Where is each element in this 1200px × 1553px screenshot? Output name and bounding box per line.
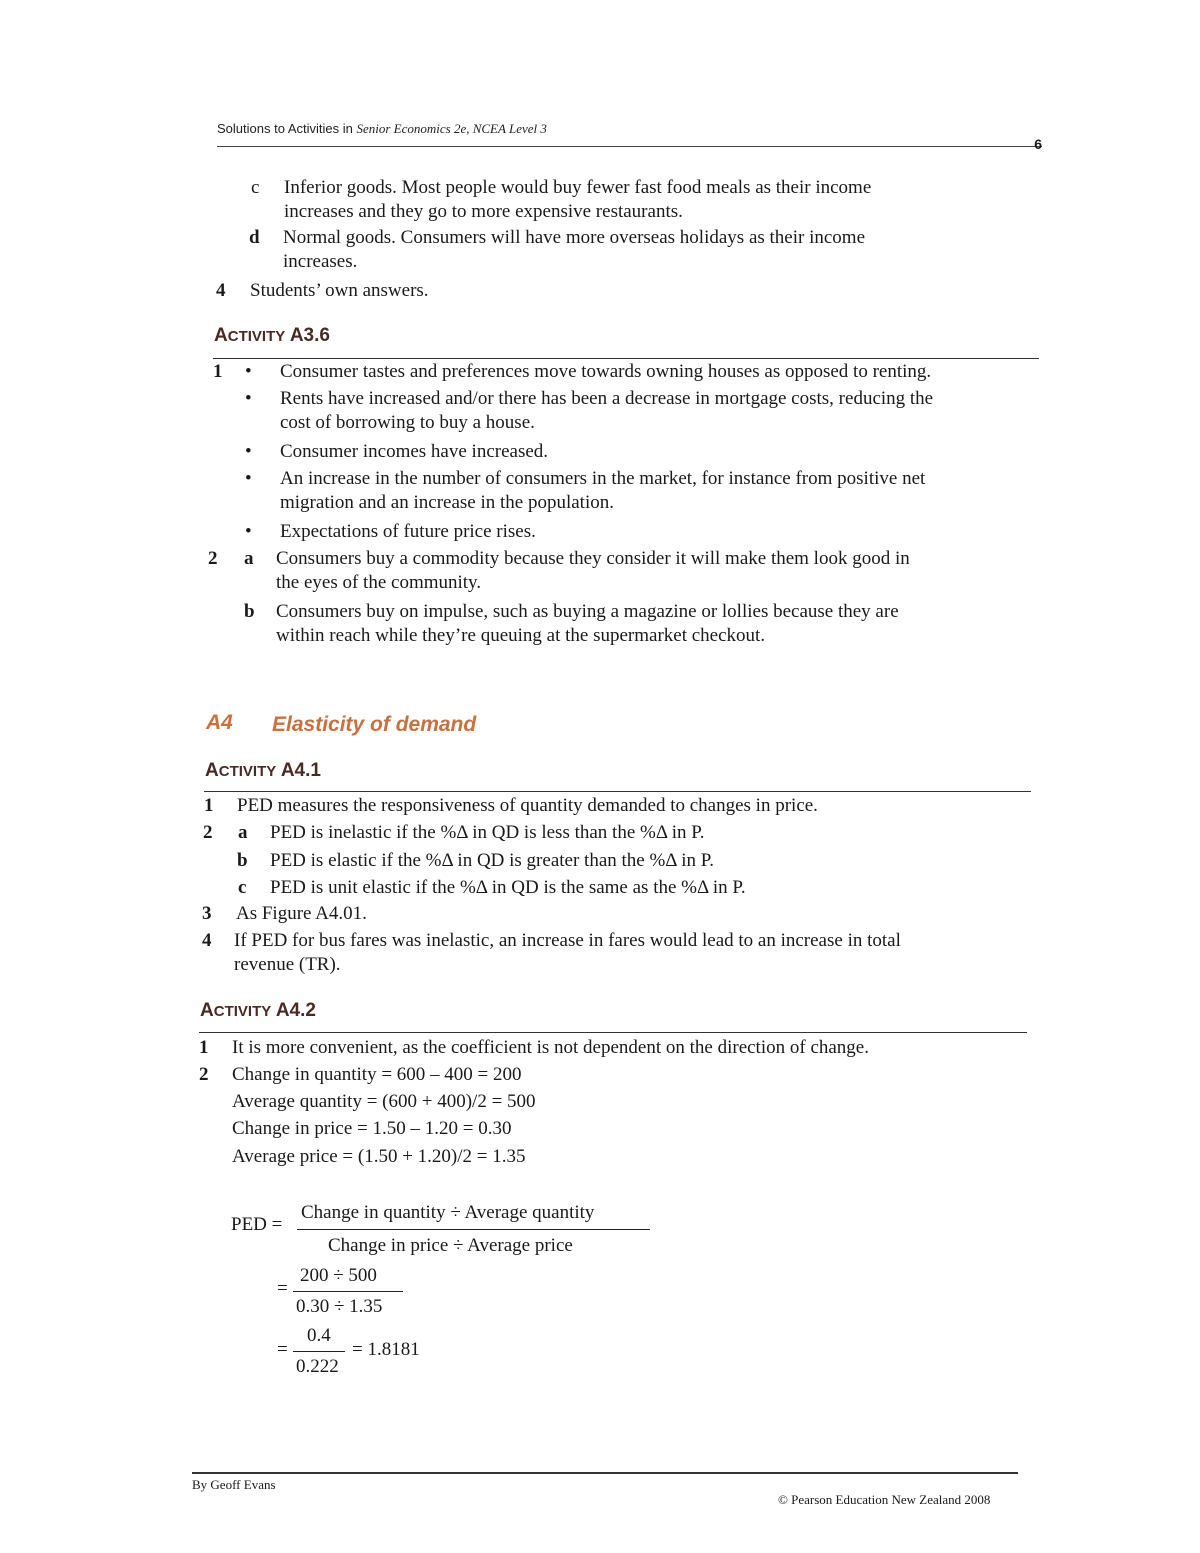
item-text: PED is inelastic if the %Δ in QD is less than the %Δ in P. — [270, 822, 705, 843]
section-title: Elasticity of demand — [272, 713, 477, 736]
calculation-line: Change in price = 1.50 – 1.20 = 0.30 — [232, 1118, 512, 1139]
bullet-text: cost of borrowing to buy a house. — [280, 412, 535, 433]
calculation-line: Average quantity = (600 + 400)/2 = 500 — [232, 1091, 536, 1112]
bullet: • — [245, 521, 252, 542]
question-number: 2 — [199, 1064, 209, 1085]
formula-denominator: 0.222 — [296, 1356, 339, 1377]
activity-a42-rule — [199, 1032, 1027, 1033]
question-number: 2 — [203, 822, 213, 843]
item-text: PED is elastic if the %Δ in QD is greater than the %Δ in P. — [270, 850, 714, 871]
item-text-line: the eyes of the community. — [276, 572, 482, 593]
activity-a41-rule — [204, 791, 1031, 792]
formula-equals: = — [277, 1339, 288, 1360]
bullet-text: Rents have increased and/or there has been a decrease in mortgage costs, reducing the — [280, 388, 934, 409]
question-number: 3 — [202, 903, 212, 924]
bullet: • — [245, 441, 252, 462]
question-number: 4 — [202, 930, 212, 951]
running-title — [217, 121, 547, 136]
question-number: 1 — [199, 1037, 209, 1058]
formula-denominator: Change in price ÷ Average price — [328, 1235, 573, 1256]
page-number: 6 — [1034, 136, 1042, 152]
item-text-line: Consumers buy on impulse, such as buying a magazine or lollies because they are — [276, 601, 899, 622]
bullet: • — [245, 468, 252, 489]
activity-a36-heading: ACTIVITY A3.6 — [214, 325, 330, 346]
formula-lhs: PED = — [231, 1214, 283, 1235]
question-text: It is more convenient, as the coefficient is not dependent on the direction of change. — [232, 1037, 869, 1058]
item-marker: c — [238, 877, 247, 898]
footer-copyright: © Pearson Education New Zealand 2008 — [778, 1492, 991, 1507]
item-text: PED is unit elastic if the %Δ in QD is the same as the %Δ in P. — [270, 877, 746, 898]
item-text-line: Students’ own answers. — [250, 280, 429, 301]
question-number: 1 — [213, 361, 223, 382]
activity-a36-rule — [213, 358, 1039, 359]
item-text-line: increases. — [283, 251, 358, 272]
question-number: 1 — [204, 795, 214, 816]
activity-a42-heading: ACTIVITY A4.2 — [200, 1000, 316, 1021]
running-title-prefix: Solutions to Activities in — [217, 121, 357, 136]
formula-result: = 1.8181 — [352, 1339, 420, 1360]
fraction-bar — [293, 1351, 345, 1352]
item-text-line: Normal goods. Consumers will have more overseas holidays as their income — [283, 227, 866, 248]
bullet: • — [245, 361, 252, 382]
formula-numerator: Change in quantity ÷ Average quantity — [301, 1202, 595, 1223]
bullet-text: Expectations of future price rises. — [280, 521, 536, 542]
bullet: • — [245, 388, 252, 409]
formula-numerator: 200 ÷ 500 — [300, 1265, 377, 1286]
formula-denominator: 0.30 ÷ 1.35 — [296, 1296, 383, 1317]
formula-numerator: 0.4 — [307, 1325, 331, 1346]
item-marker: a — [244, 548, 254, 569]
item-marker: b — [237, 850, 248, 871]
bullet-text: Consumer incomes have increased. — [280, 441, 549, 462]
item-text-line: within reach while they’re queuing at the supermarket checkout. — [276, 625, 766, 646]
fraction-bar — [293, 1291, 403, 1292]
running-header — [217, 120, 1042, 152]
fraction-bar — [297, 1229, 650, 1230]
item-marker: a — [238, 822, 248, 843]
bullet-text: Consumer tastes and preferences move towards owning houses as opposed to renting. — [280, 361, 932, 382]
bullet-text: migration and an increase in the population. — [280, 492, 614, 513]
item-marker: d — [249, 227, 260, 248]
header-rule — [217, 146, 1042, 147]
running-title-book: Senior Economics 2e, NCEA Level 3 — [356, 121, 547, 136]
question-text-line: If PED for bus fares was inelastic, an increase in fares would lead to an increase in total — [234, 930, 901, 951]
formula-equals: = — [277, 1278, 288, 1299]
question-text: PED measures the responsiveness of quantity demanded to changes in price. — [237, 795, 818, 816]
bullet-text: An increase in the number of consumers in the market, for instance from positive net — [280, 468, 926, 489]
question-text: As Figure A4.01. — [236, 903, 367, 924]
footer-rule — [192, 1472, 1018, 1474]
question-number: 2 — [208, 548, 218, 569]
item-marker: 4 — [216, 280, 226, 301]
item-text-line: Inferior goods. Most people would buy fewer fast food meals as their income — [284, 177, 872, 198]
item-marker: b — [244, 601, 255, 622]
section-code: A4 — [206, 711, 233, 734]
calculation-line: Change in quantity = 600 – 400 = 200 — [232, 1064, 522, 1085]
activity-a41-heading: ACTIVITY A4.1 — [205, 760, 321, 781]
question-text-line: revenue (TR). — [234, 954, 341, 975]
item-text-line: Consumers buy a commodity because they consider it will make them look good in — [276, 548, 910, 569]
calculation-line: Average price = (1.50 + 1.20)/2 = 1.35 — [232, 1146, 526, 1167]
item-text-line: increases and they go to more expensive restaurants. — [284, 201, 683, 222]
footer-author: By Geoff Evans — [192, 1477, 276, 1492]
item-marker: c — [251, 177, 260, 198]
